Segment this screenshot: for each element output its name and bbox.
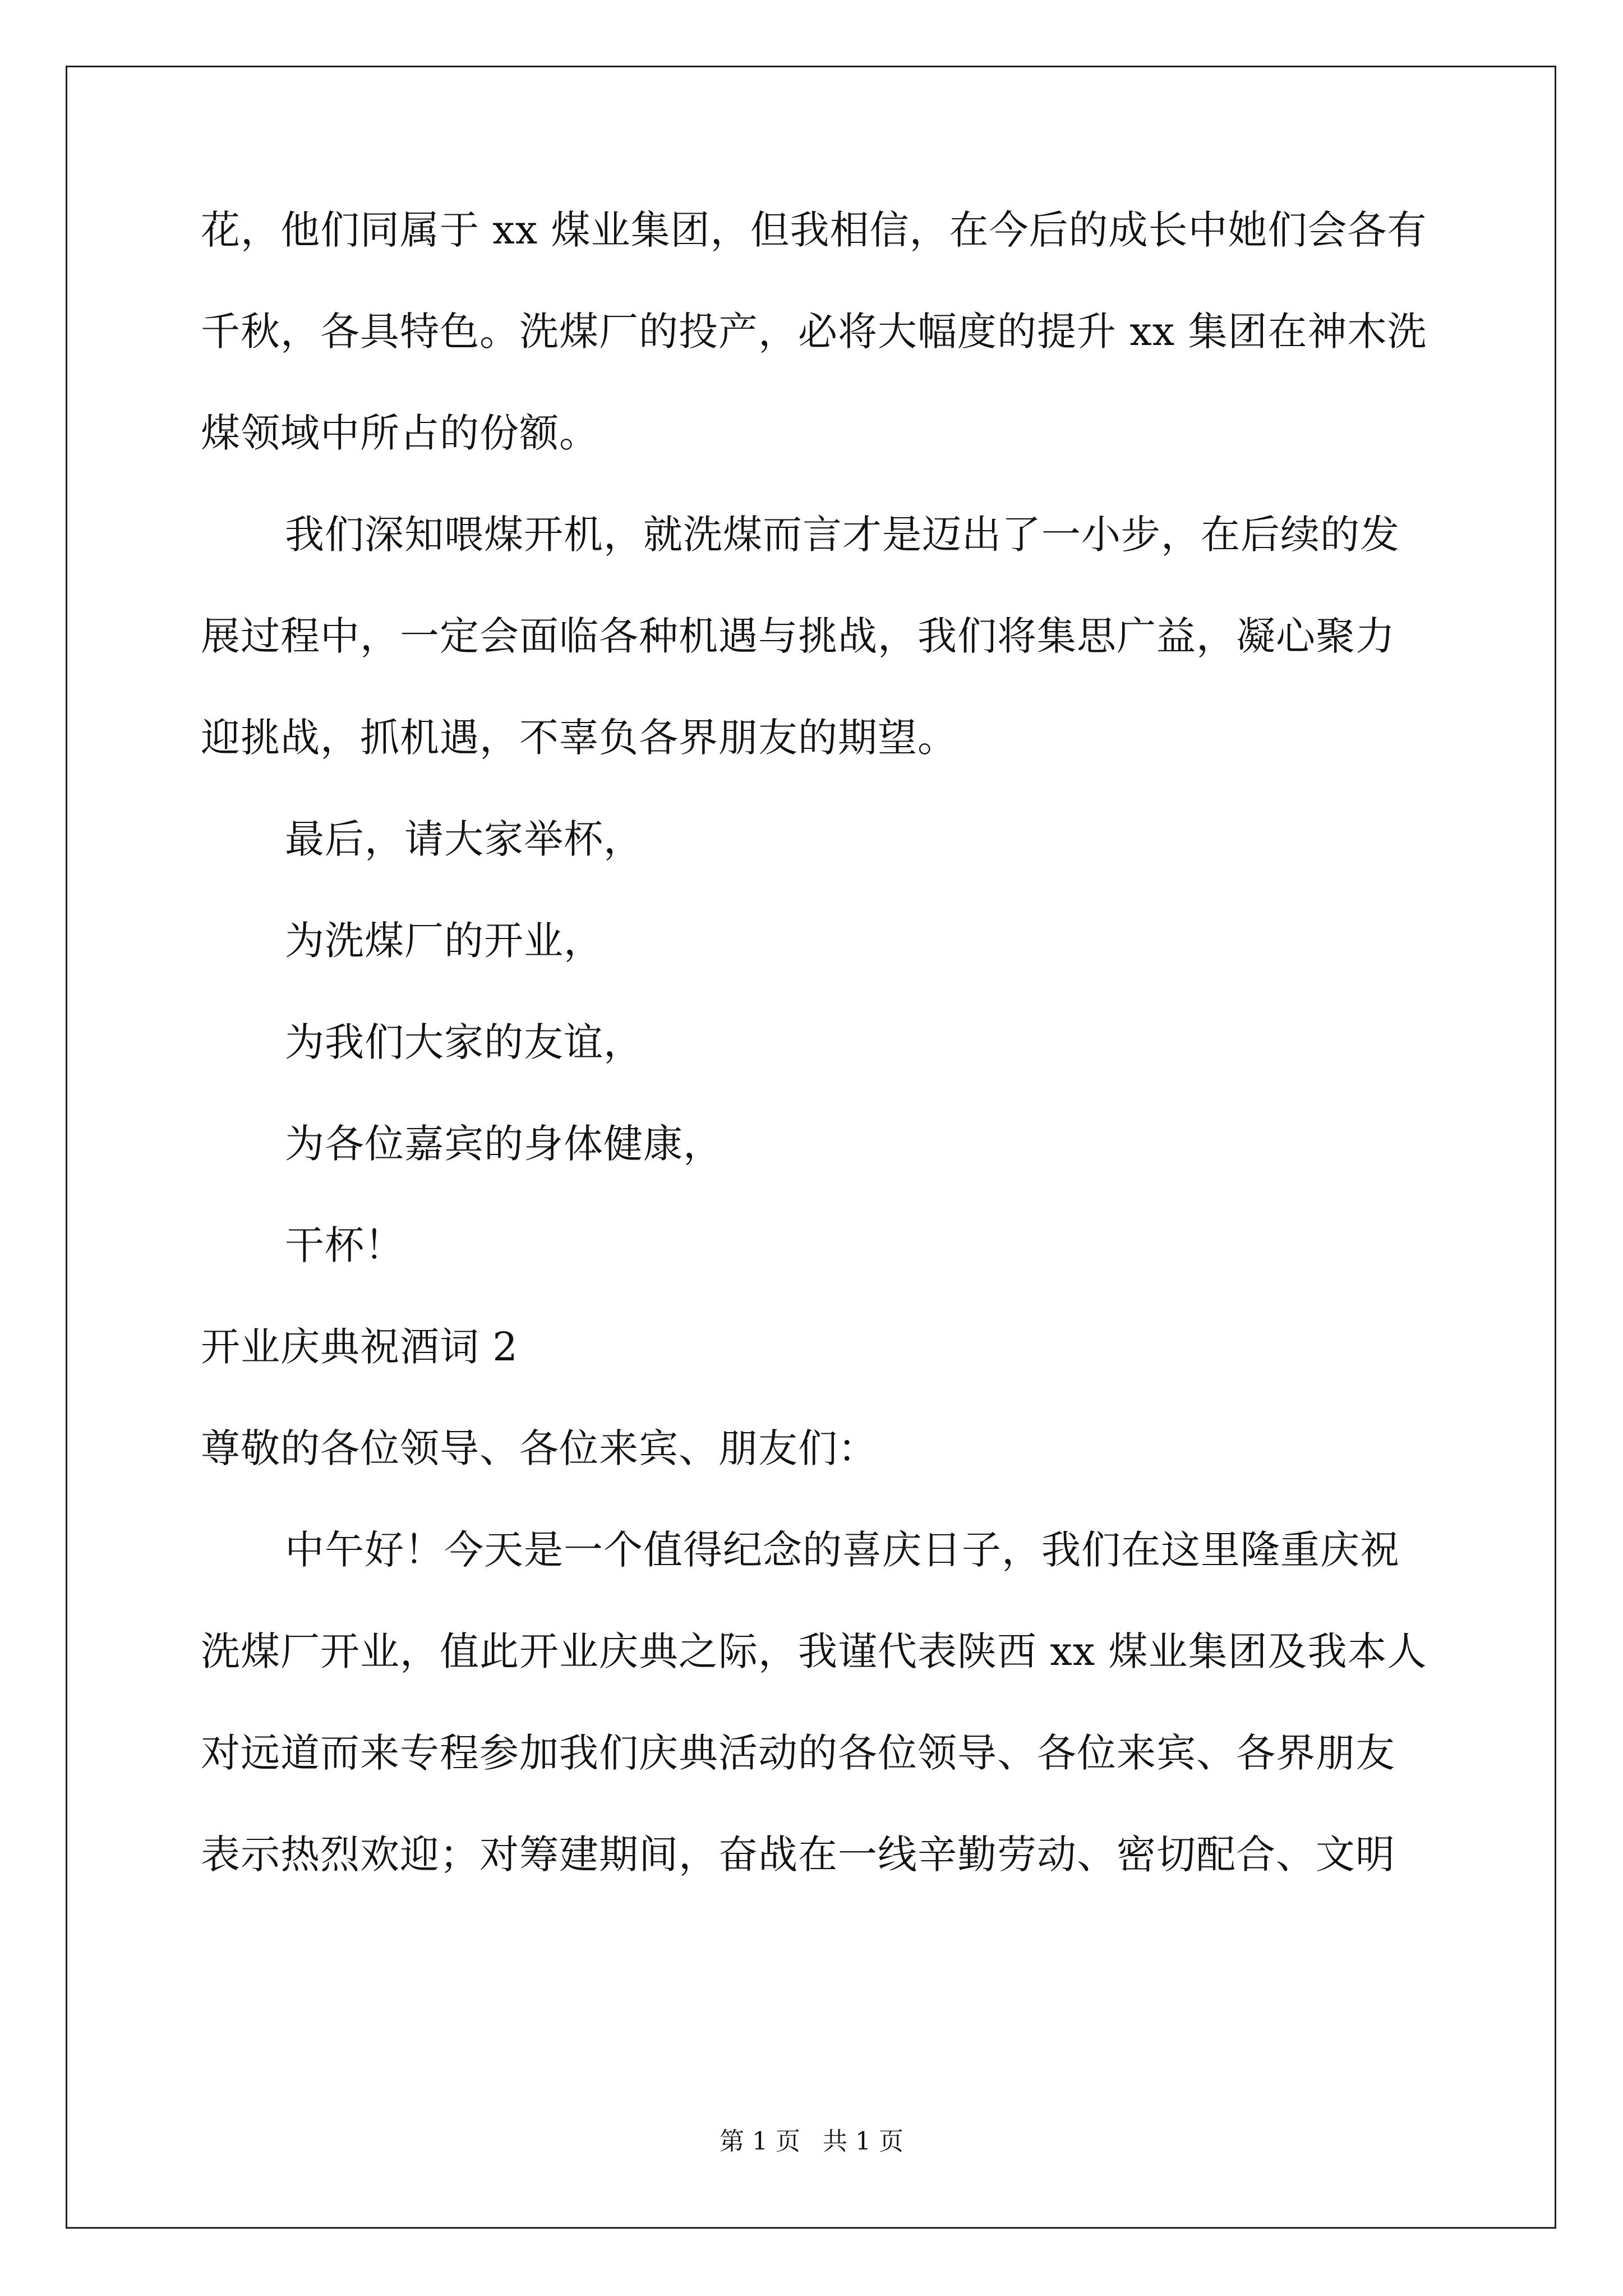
text-line: 干杯！	[285, 1222, 404, 1268]
page-footer	[0, 2125, 1623, 2159]
text-line: 千秋，各具特色。洗煤厂的投产，必将大幅度的提升 xx 集团在神木洗	[201, 309, 1427, 355]
text-line: 为洗煤厂的开业，	[285, 918, 603, 964]
section-heading: 开业庆典祝酒词 2	[201, 1324, 518, 1370]
text-line: 表示热烈欢迎；对筹建期间，奋战在一线辛勤劳动、密切配合、文明	[201, 1832, 1395, 1878]
page-number: 第 1 页	[720, 2127, 800, 2156]
text-line: 迎挑战，抓机遇，不辜负各界朋友的期望。	[201, 715, 957, 761]
text-line: 最后，请大家举杯，	[285, 816, 643, 862]
text-line: 花，他们同属于 xx 煤业集团，但我相信，在今后的成长中她们会各有	[201, 207, 1427, 253]
text-line: 煤领域中所占的份额。	[201, 410, 599, 456]
salutation: 尊敬的各位领导、各位来宾、朋友们：	[201, 1425, 878, 1471]
text-line: 洗煤厂开业，值此开业庆典之际，我谨代表陕西 xx 煤业集团及我本人	[201, 1628, 1427, 1674]
text-line: 中午好！今天是一个值得纪念的喜庆日子，我们在这里隆重庆祝	[285, 1527, 1400, 1573]
page-total: 共 1 页	[823, 2127, 903, 2156]
text-line: 我们深知喂煤开机，就洗煤而言才是迈出了一小步，在后续的发	[285, 512, 1400, 558]
text-line: 为我们大家的友谊，	[285, 1019, 643, 1065]
text-line: 展过程中，一定会面临各种机遇与挑战，我们将集思广益，凝心聚力	[201, 613, 1395, 659]
text-line: 为各位嘉宾的身体健康，	[285, 1121, 723, 1167]
text-line: 对远道而来专程参加我们庆典活动的各位领导、各位来宾、各界朋友	[201, 1730, 1395, 1776]
